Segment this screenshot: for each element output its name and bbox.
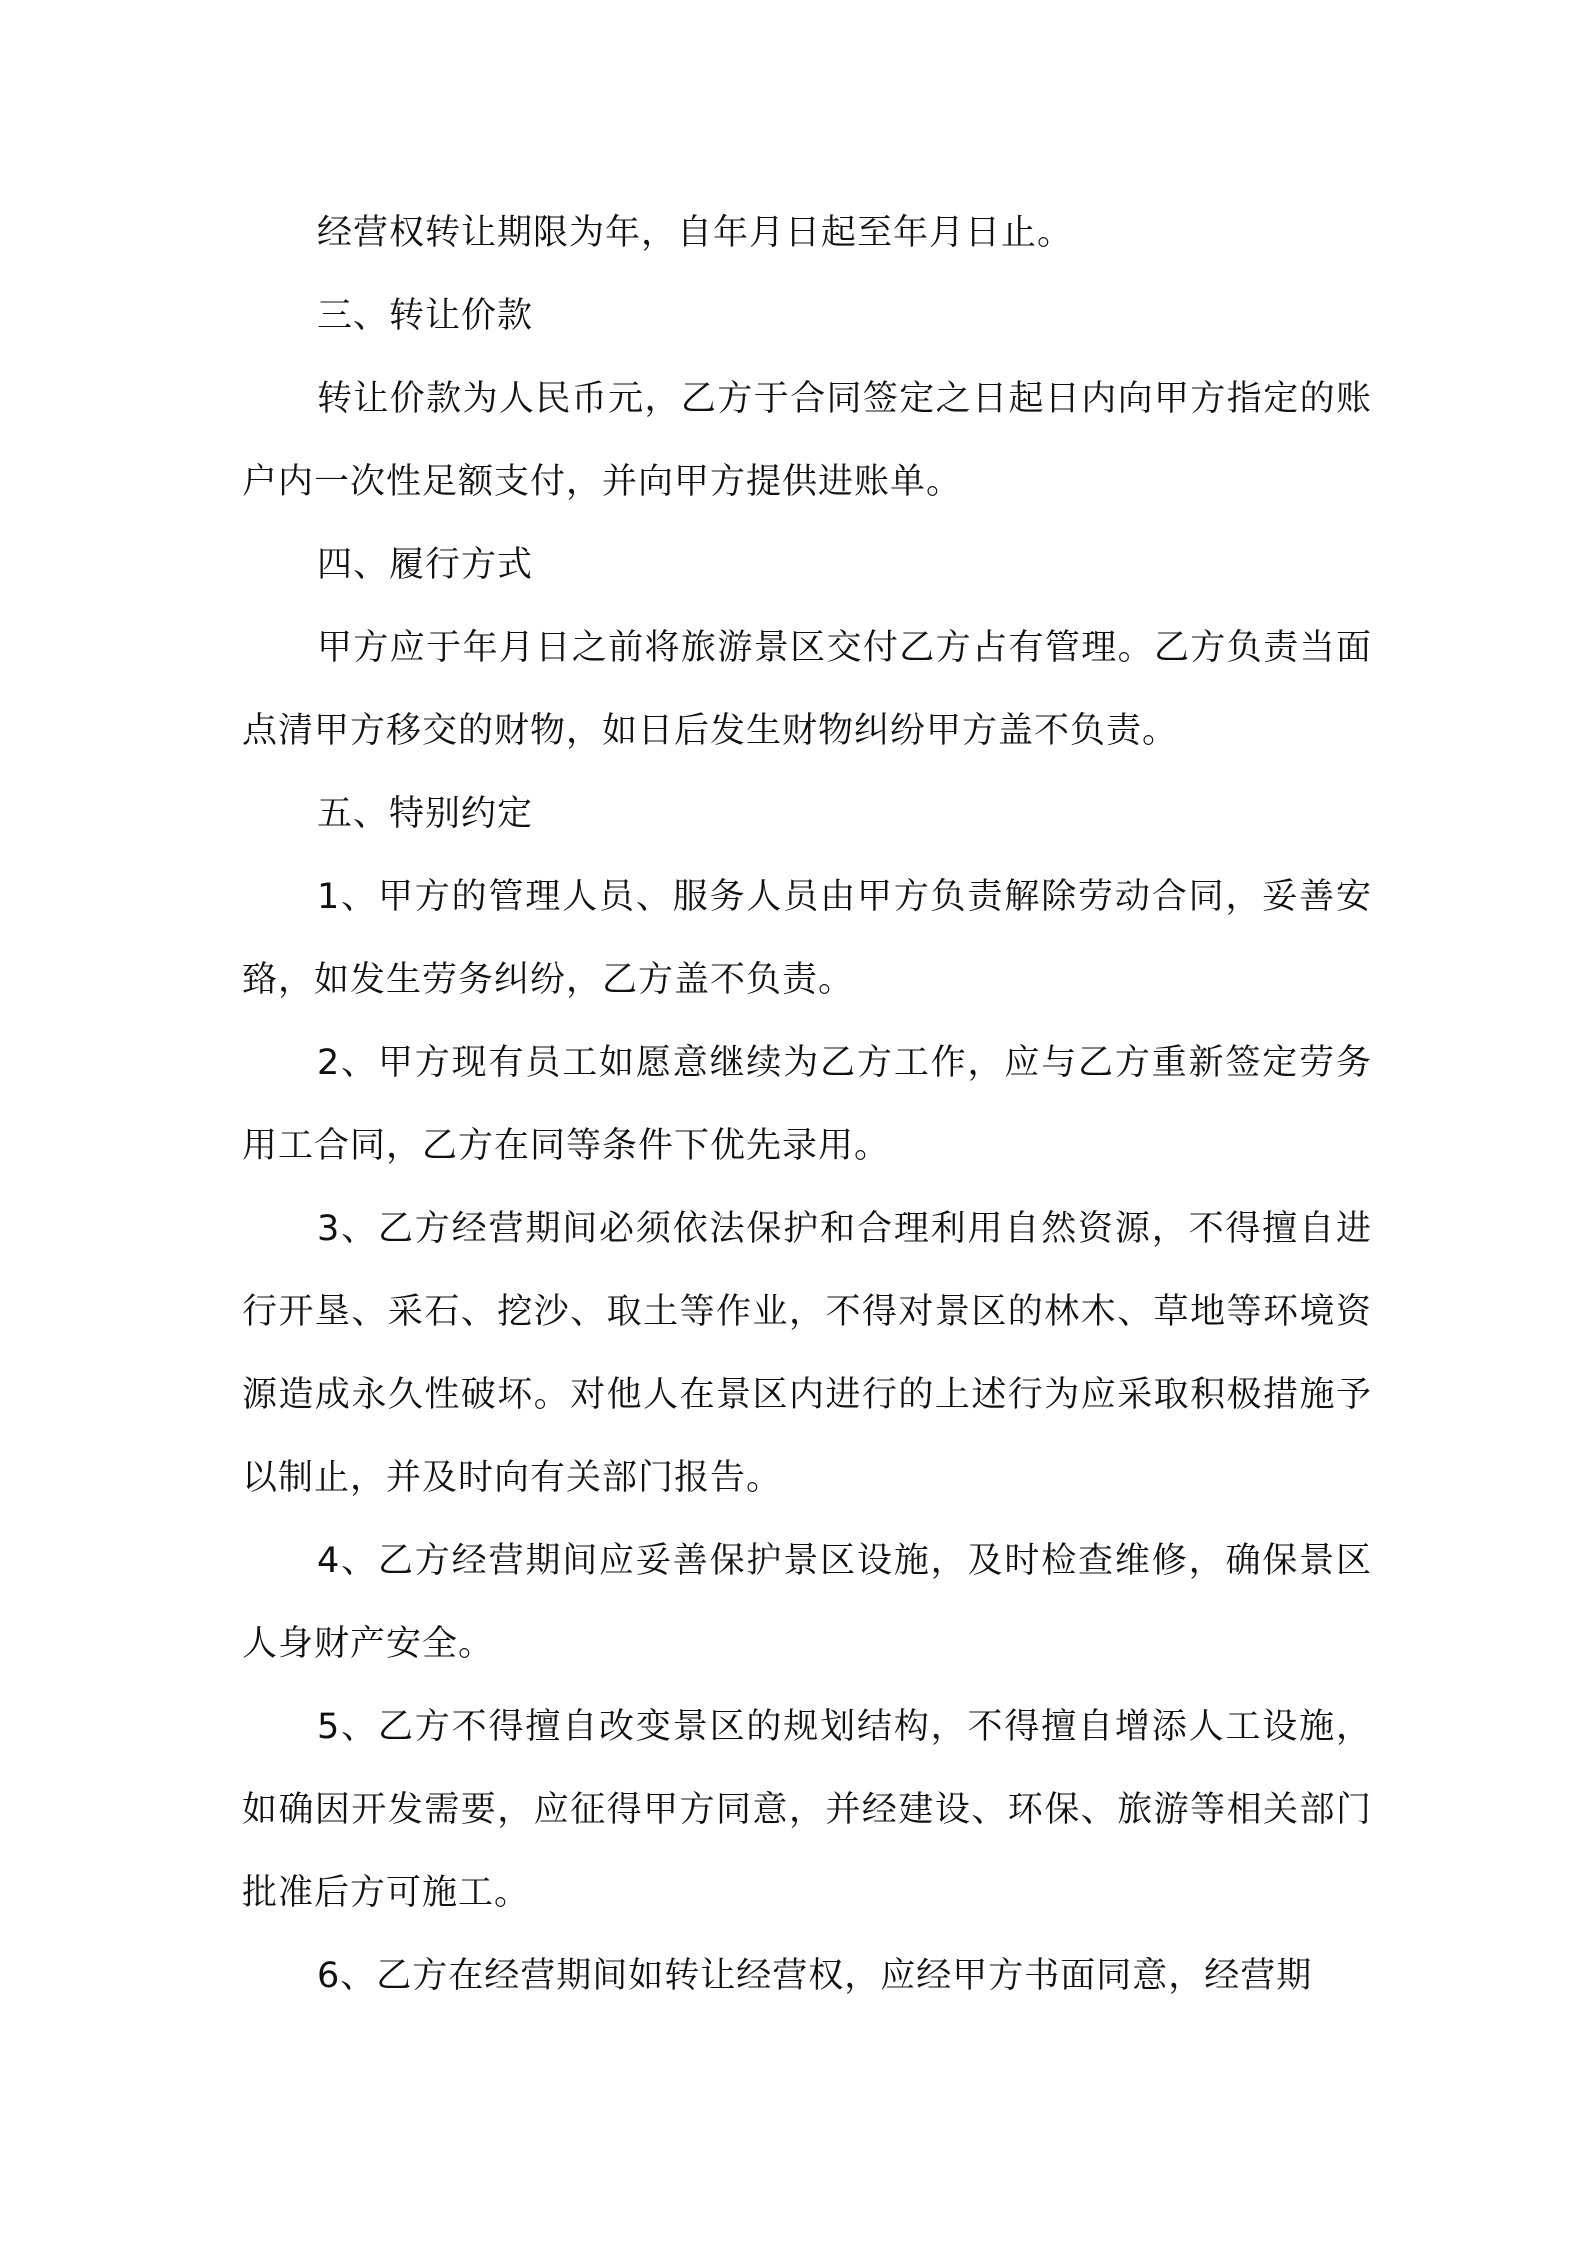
paragraph: 经营权转让期限为年，自年月日起至年月日止。	[317, 213, 1074, 253]
paragraph: 转让价款为人民币元，乙方于合同签定之日起日内向甲方指定的账户内一次性足额支付，并向甲方提供进账单。	[242, 379, 1372, 502]
section-heading: 五、特别约定	[317, 794, 534, 834]
paragraph: 4、乙方经营期间应妥善保护景区设施，及时检查维修，确保景区人身财产安全。	[242, 1541, 1372, 1664]
document-body	[242, 192, 1372, 2018]
paragraph: 1、甲方的管理人员、服务人员由甲方负责解除劳动合同，妥善安臵，如发生劳务纠纷，乙方盖不负责。	[242, 877, 1372, 1000]
paragraph: 6、乙方在经营期间如转让经营权，应经甲方书面同意，经营期	[317, 1956, 1313, 1996]
paragraph: 5、乙方不得擅自改变景区的规划结构，不得擅自增添人工设施，如确因开发需要，应征得甲方同意，并经建设、环保、旅游等相关部门批准后方可施工。	[242, 1707, 1372, 1913]
paragraph: 3、乙方经营期间必须依法保护和合理利用自然资源，不得擅自进行开垦、采石、挖沙、取土等作业，不得对景区的林木、草地等环境资源造成永久性破坏。对他人在景区内进行的上述行为应采取积极措施予以制止，并及时向有关部门报告。	[242, 1209, 1372, 1498]
section-heading: 三、转让价款	[317, 296, 534, 336]
paragraph: 甲方应于年月日之前将旅游景区交付乙方占有管理。乙方负责当面点清甲方移交的财物，如日后发生财物纠纷甲方盖不负责。	[242, 628, 1372, 751]
section-heading: 四、履行方式	[317, 545, 534, 585]
paragraph: 2、甲方现有员工如愿意继续为乙方工作，应与乙方重新签定劳务用工合同，乙方在同等条件下优先录用。	[242, 1043, 1372, 1166]
